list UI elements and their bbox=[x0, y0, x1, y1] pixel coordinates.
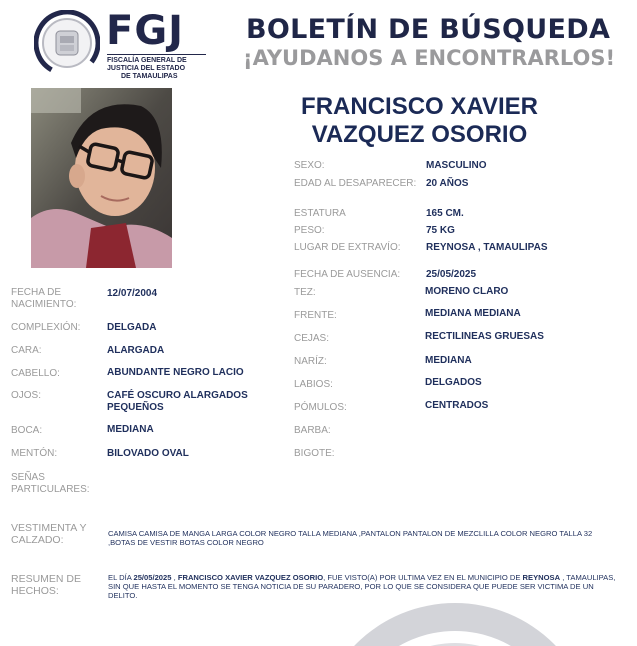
absence-date-label: FECHA DE AUSENCIA: bbox=[294, 269, 401, 280]
sex-label: SEXO: bbox=[294, 160, 325, 171]
logo-acronym: FGJ bbox=[106, 8, 185, 54]
lips-label: LABIOS: bbox=[294, 379, 333, 390]
chin-value: BILOVADO OVAL bbox=[107, 448, 189, 459]
logo-line-1: FISCALÍA GENERAL DE bbox=[107, 57, 187, 64]
summary-date: 25/05/2025 bbox=[133, 573, 172, 582]
summary-text: , TAMAULIPAS, SIN QUE HASTA EL MOMENTO SE TENGA NOTICIA DE SU PARADERO, POR LO QUE SE CONSIDERA QUE PUEDE SER VICTIMA DE UN DELITO. bbox=[108, 573, 616, 600]
forehead-value: MEDIANA MEDIANA bbox=[425, 308, 521, 319]
bulletin-title: BOLETÍN DE BÚSQUEDA bbox=[246, 14, 611, 45]
birthdate-label: FECHA DE NACIMIENTO: bbox=[11, 287, 77, 310]
fgj-logo bbox=[30, 8, 210, 80]
lips-value: DELGADOS bbox=[425, 377, 482, 388]
summary-city: REYNOSA bbox=[522, 573, 561, 582]
sex-value: MASCULINO bbox=[426, 160, 487, 171]
eyebrows-label: CEJAS: bbox=[294, 333, 330, 344]
weight-label: PESO: bbox=[294, 225, 325, 236]
mouth-value: MEDIANA bbox=[107, 424, 154, 435]
hair-label: CABELLO: bbox=[11, 368, 60, 379]
missing-person-photo bbox=[31, 88, 172, 268]
mustache-label: BIGOTE: bbox=[294, 448, 335, 459]
eyebrows-value: RECTILINEAS GRUESAS bbox=[425, 331, 544, 342]
clothing-label: VESTIMENTA Y CALZADO: bbox=[11, 522, 87, 546]
bulletin-subtitle: ¡AYUDANOS A ENCONTRARLOS! bbox=[243, 46, 616, 70]
height-label: ESTATURA bbox=[294, 208, 346, 219]
eyes-value: CAFÉ OSCURO ALARGADOS PEQUEÑOS bbox=[107, 390, 248, 413]
cheekbones-label: PÓMULOS: bbox=[294, 402, 347, 413]
height-value: 165 CM. bbox=[426, 208, 464, 219]
logo-line-2: JUSTICIA DEL ESTADO bbox=[107, 65, 186, 72]
name-line-2: VAZQUEZ OSORIO bbox=[311, 121, 528, 148]
birthdate-value: 12/07/2004 bbox=[107, 288, 158, 299]
summary-text: , FUE VISTO(A) POR ULTIMA VEZ EN EL MUNICIPIO DE bbox=[323, 573, 523, 582]
summary-text: EL DÍA bbox=[108, 573, 134, 582]
clothing-description: CAMISA CAMISA DE MANGA LARGA COLOR NEGRO TALLA MEDIANA ,PANTALON PANTALON DE MEZCLILLA COLOR NEGRO TALLA 32 ,BOTAS DE VESTIR BOTAS COLOR NEGRO bbox=[108, 529, 593, 547]
logo-line-3: DE TAMAULIPAS bbox=[121, 73, 178, 80]
summary-person-name: FRANCISCO XAVIER VAZQUEZ OSORIO bbox=[177, 573, 324, 582]
cheekbones-value: CENTRADOS bbox=[425, 400, 489, 411]
location-label: LUGAR DE EXTRAVÍO: bbox=[294, 242, 401, 253]
logo-divider bbox=[107, 54, 206, 55]
build-label: COMPLEXIÓN: bbox=[11, 322, 81, 333]
weight-value: 75 KG bbox=[426, 225, 455, 236]
distinguishing-marks-label: SEÑAS PARTICULARES: bbox=[11, 472, 90, 495]
beard-label: BARBA: bbox=[294, 425, 331, 436]
portrait-image bbox=[31, 88, 172, 268]
face-label: CARA: bbox=[11, 345, 42, 356]
age-label: EDAD AL DESAPARECER: bbox=[294, 178, 417, 189]
summary-text: , bbox=[171, 573, 178, 582]
build-value: DELGADA bbox=[107, 322, 157, 333]
missing-person-name bbox=[282, 93, 557, 149]
location-value: REYNOSA , TAMAULIPAS bbox=[426, 242, 548, 253]
nose-value: MEDIANA bbox=[425, 355, 472, 366]
absence-date-value: 25/05/2025 bbox=[426, 269, 477, 280]
state-seal-icon bbox=[34, 10, 100, 76]
eyes-label: OJOS: bbox=[11, 390, 42, 401]
hair-value: ABUNDANTE NEGRO LACIO bbox=[107, 367, 244, 378]
complexion-value: MORENO CLARO bbox=[425, 286, 509, 297]
mouth-label: BOCA: bbox=[11, 425, 43, 436]
nose-label: NARÍZ: bbox=[294, 356, 327, 367]
chin-label: MENTÓN: bbox=[11, 448, 58, 459]
age-value: 20 AÑOS bbox=[426, 178, 469, 189]
fgj-watermark-seal bbox=[310, 598, 600, 646]
logo-institution-name bbox=[107, 57, 207, 81]
summary-label: RESUMEN DE HECHOS: bbox=[11, 573, 82, 597]
complexion-label: TEZ: bbox=[294, 287, 316, 298]
summary-description bbox=[108, 573, 620, 600]
name-line-1: FRANCISCO XAVIER bbox=[301, 93, 538, 120]
face-value: ALARGADA bbox=[107, 345, 165, 356]
forehead-label: FRENTE: bbox=[294, 310, 337, 321]
